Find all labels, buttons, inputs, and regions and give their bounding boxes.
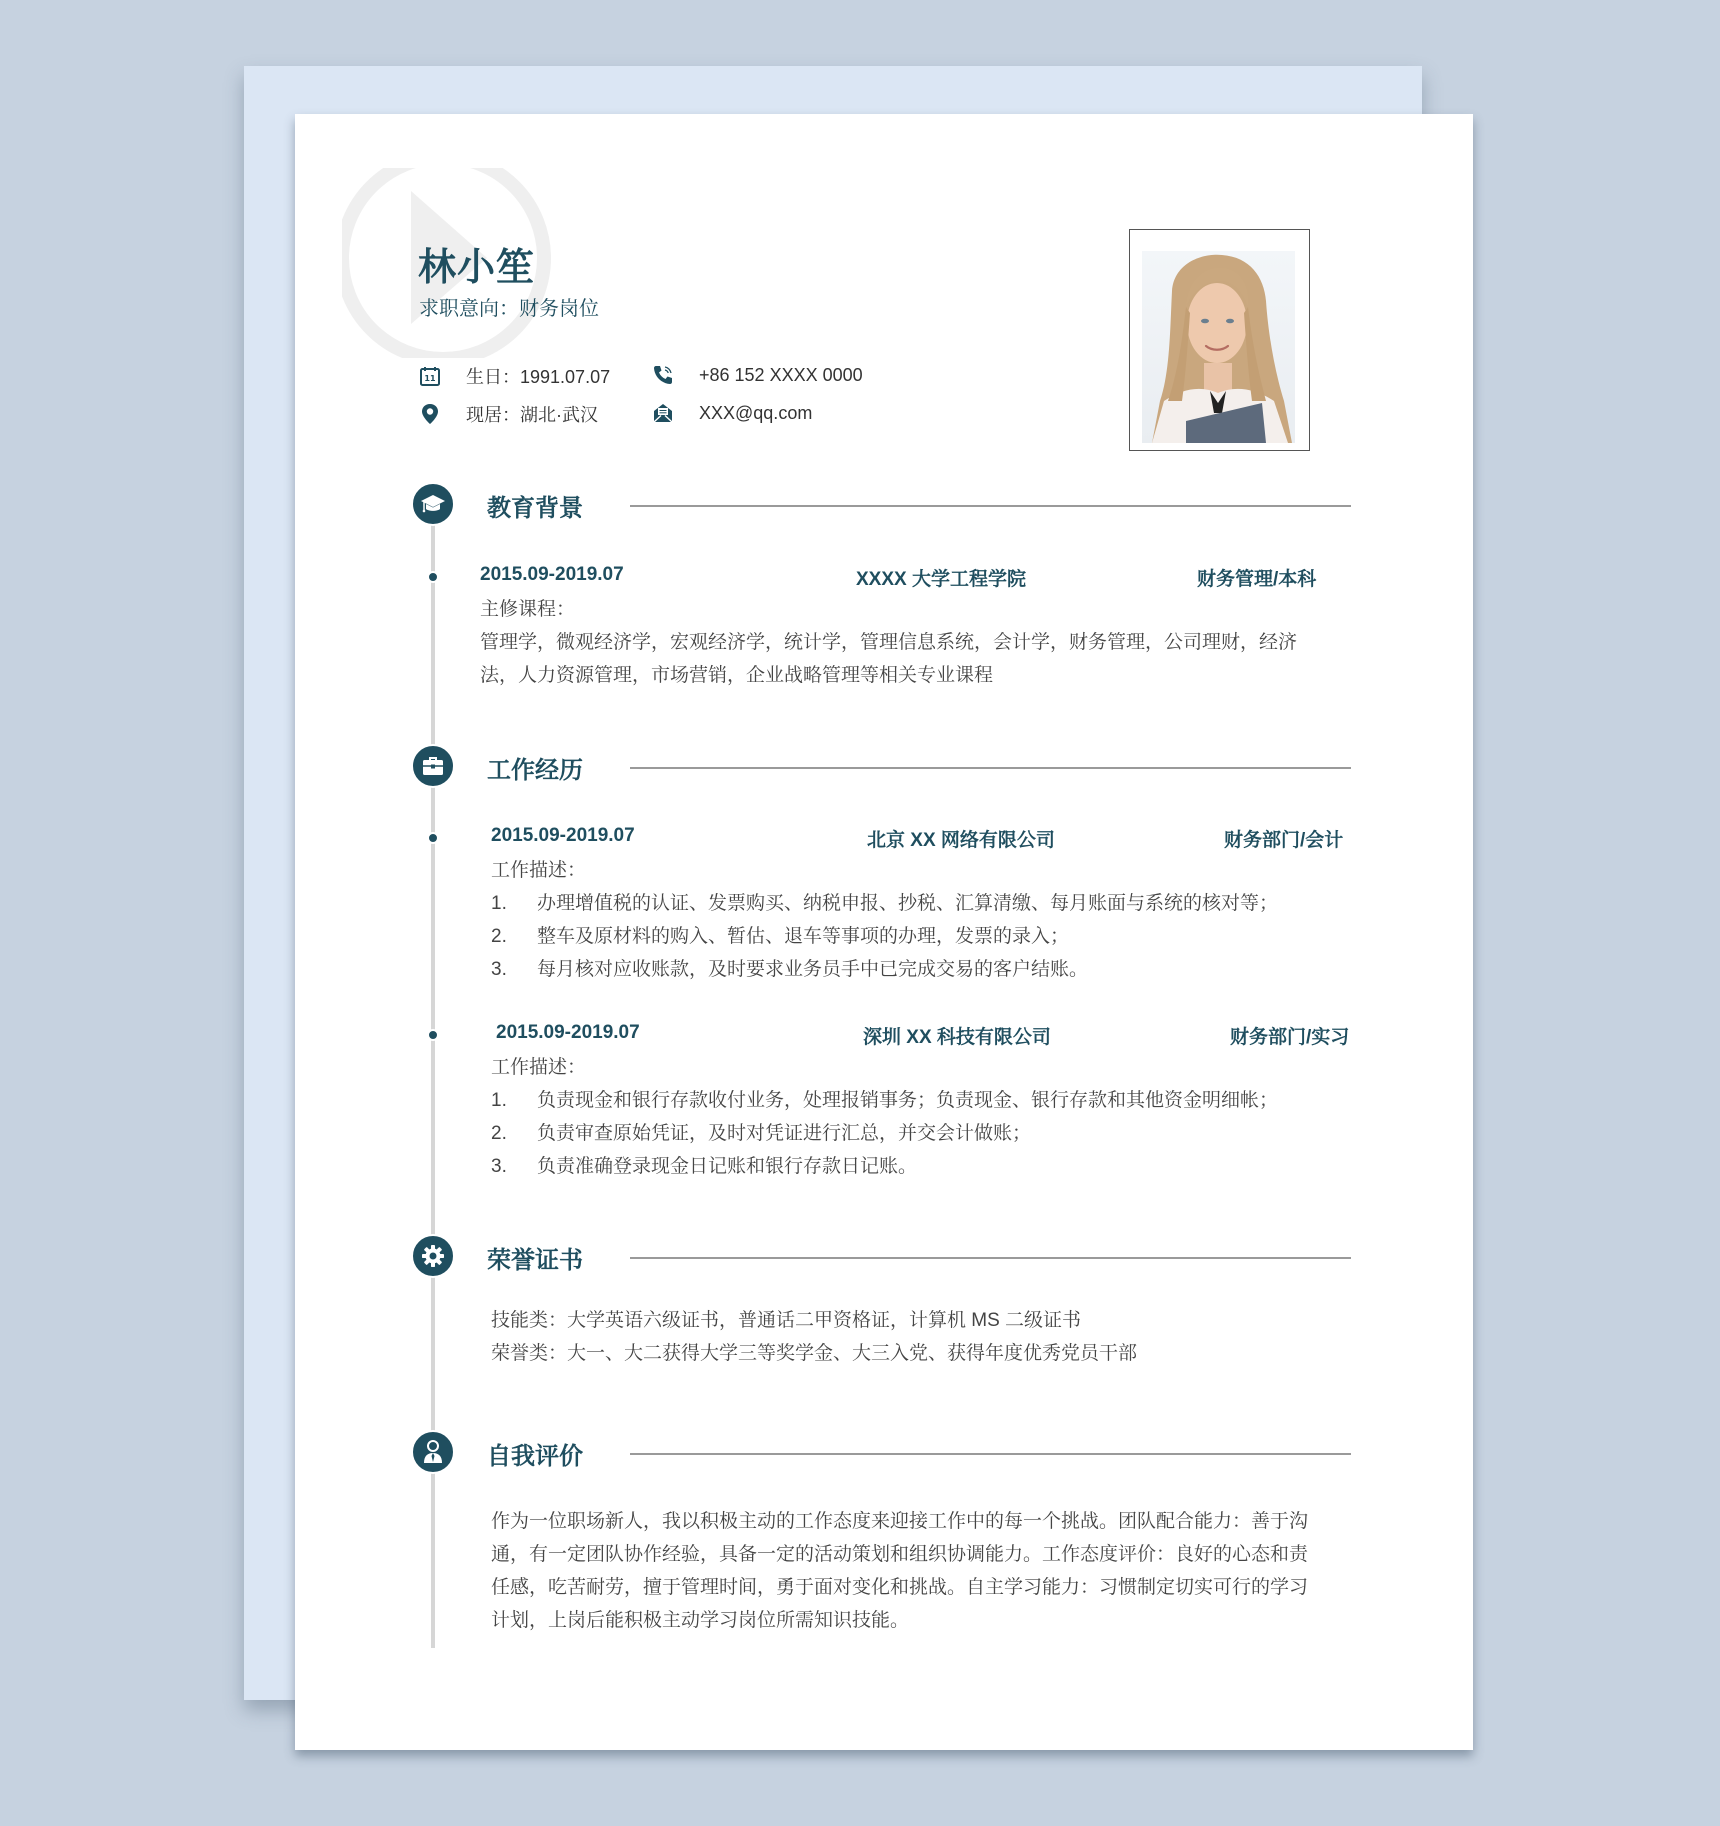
job-company: 深圳 XX 科技有限公司 xyxy=(863,1027,1051,1048)
job-description-label: 工作描述： xyxy=(491,1057,587,1078)
job-description xyxy=(491,1051,1278,1183)
contact-phone[interactable] xyxy=(651,363,863,387)
location-pin-icon xyxy=(418,402,442,426)
list-item: 3. 每月核对应收账款，及时要求业务员手中已完成交易的客户结账。 xyxy=(491,959,1089,980)
residence-text: 现居：湖北·武汉 xyxy=(466,405,598,425)
profile-photo xyxy=(1142,251,1295,443)
envelope-icon xyxy=(651,401,675,425)
list-item: 2. 整车及原材料的购入、暂估、退车等事项的办理，发票的录入； xyxy=(491,926,1070,947)
section-title-education: 教育背景 xyxy=(487,495,583,522)
honors-skills: 技能类：大学英语六级证书，普通话二甲资格证，计算机 MS 二级证书 xyxy=(491,1310,1082,1331)
honors-content xyxy=(491,1304,1137,1370)
courses-line: 管理学，微观经济学，宏观经济学，统计学，管理信息系统，会计学，财务管理，公司理财，经济 xyxy=(480,632,1298,653)
section-title-work: 工作经历 xyxy=(487,757,583,784)
list-item: 3. 负责准确登录现金日记账和银行存款日记账。 xyxy=(491,1156,918,1177)
briefcase-icon xyxy=(411,744,455,788)
calendar-icon xyxy=(418,364,442,388)
job-role: 财务部门/会计 xyxy=(1224,830,1344,851)
job-description-label: 工作描述： xyxy=(491,860,587,881)
section-title-self-eval: 自我评价 xyxy=(487,1443,583,1470)
job-description xyxy=(491,854,1278,986)
self-eval-content xyxy=(491,1505,1308,1637)
job-period: 2015.09-2019.07 xyxy=(496,1022,640,1043)
phone-icon xyxy=(651,363,675,387)
self-eval-line: 作为一位职场新人，我以积极主动的工作态度来迎接工作中的每一个挑战。团队配合能力：善于沟 xyxy=(491,1511,1309,1532)
section-title-honors: 荣誉证书 xyxy=(487,1247,583,1274)
courses-line: 法，人力资源管理，市场营销，企业战略管理等相关专业课程 xyxy=(480,665,994,686)
self-eval-line: 任感，吃苦耐劳，擅于管理时间，勇于面对变化和挑战。自主学习能力：习惯制定切实可行的学习 xyxy=(491,1577,1309,1598)
education-major: 财务管理/本科 xyxy=(1197,569,1317,590)
resume-page xyxy=(295,114,1473,1750)
phone-text: +86 152 XXXX 0000 xyxy=(699,364,863,385)
courses-label: 主修课程： xyxy=(480,599,576,620)
education-courses xyxy=(480,593,1297,692)
candidate-name: 林小笙 xyxy=(418,247,536,289)
birthday-text: 生日：1991.07.07 xyxy=(466,367,611,387)
profile-photo-frame xyxy=(1129,229,1310,451)
section-divider xyxy=(630,767,1351,769)
email-text: XXX@qq.com xyxy=(699,402,813,423)
list-item: 2. 负责审查原始凭证，及时对凭证进行汇总，并交会计做账； xyxy=(491,1123,1032,1144)
job-intent: 求职意向：财务岗位 xyxy=(419,298,599,320)
section-divider xyxy=(630,505,1351,507)
job-company: 北京 XX 网络有限公司 xyxy=(867,830,1055,851)
contact-residence xyxy=(418,401,598,427)
job-role: 财务部门/实习 xyxy=(1230,1027,1350,1048)
education-period: 2015.09-2019.07 xyxy=(480,564,624,585)
job-period: 2015.09-2019.07 xyxy=(491,825,635,846)
section-divider xyxy=(630,1257,1351,1259)
section-divider xyxy=(630,1453,1351,1455)
honors-awards: 荣誉类：大一、大二获得大学三等奖学金、大三入党、获得年度优秀党员干部 xyxy=(491,1343,1138,1364)
education-school: XXXX 大学工程学院 xyxy=(856,569,1026,590)
graduation-cap-icon xyxy=(411,482,455,526)
self-eval-line: 计划，上岗后能积极主动学习岗位所需知识技能。 xyxy=(491,1610,910,1631)
timeline-dot xyxy=(427,1029,439,1041)
timeline-dot xyxy=(427,832,439,844)
timeline-line xyxy=(431,524,435,1648)
user-tie-icon xyxy=(411,1430,455,1474)
contact-email[interactable] xyxy=(651,401,812,425)
list-item: 1. 办理增值税的认证、发票购买、纳税申报、抄税、汇算清缴、每月账面与系统的核对等； xyxy=(491,893,1279,914)
list-item: 1. 负责现金和银行存款收付业务，处理报销事务；负责现金、银行存款和其他资金明细帐； xyxy=(491,1090,1279,1111)
svg-text:11: 11 xyxy=(424,374,436,383)
self-eval-line: 通，有一定团队协作经验，具备一定的活动策划和组织协调能力。工作态度评价：良好的心态和责 xyxy=(491,1544,1309,1565)
gear-icon xyxy=(411,1234,455,1278)
timeline-dot xyxy=(427,571,439,583)
contact-birthday xyxy=(418,363,610,389)
